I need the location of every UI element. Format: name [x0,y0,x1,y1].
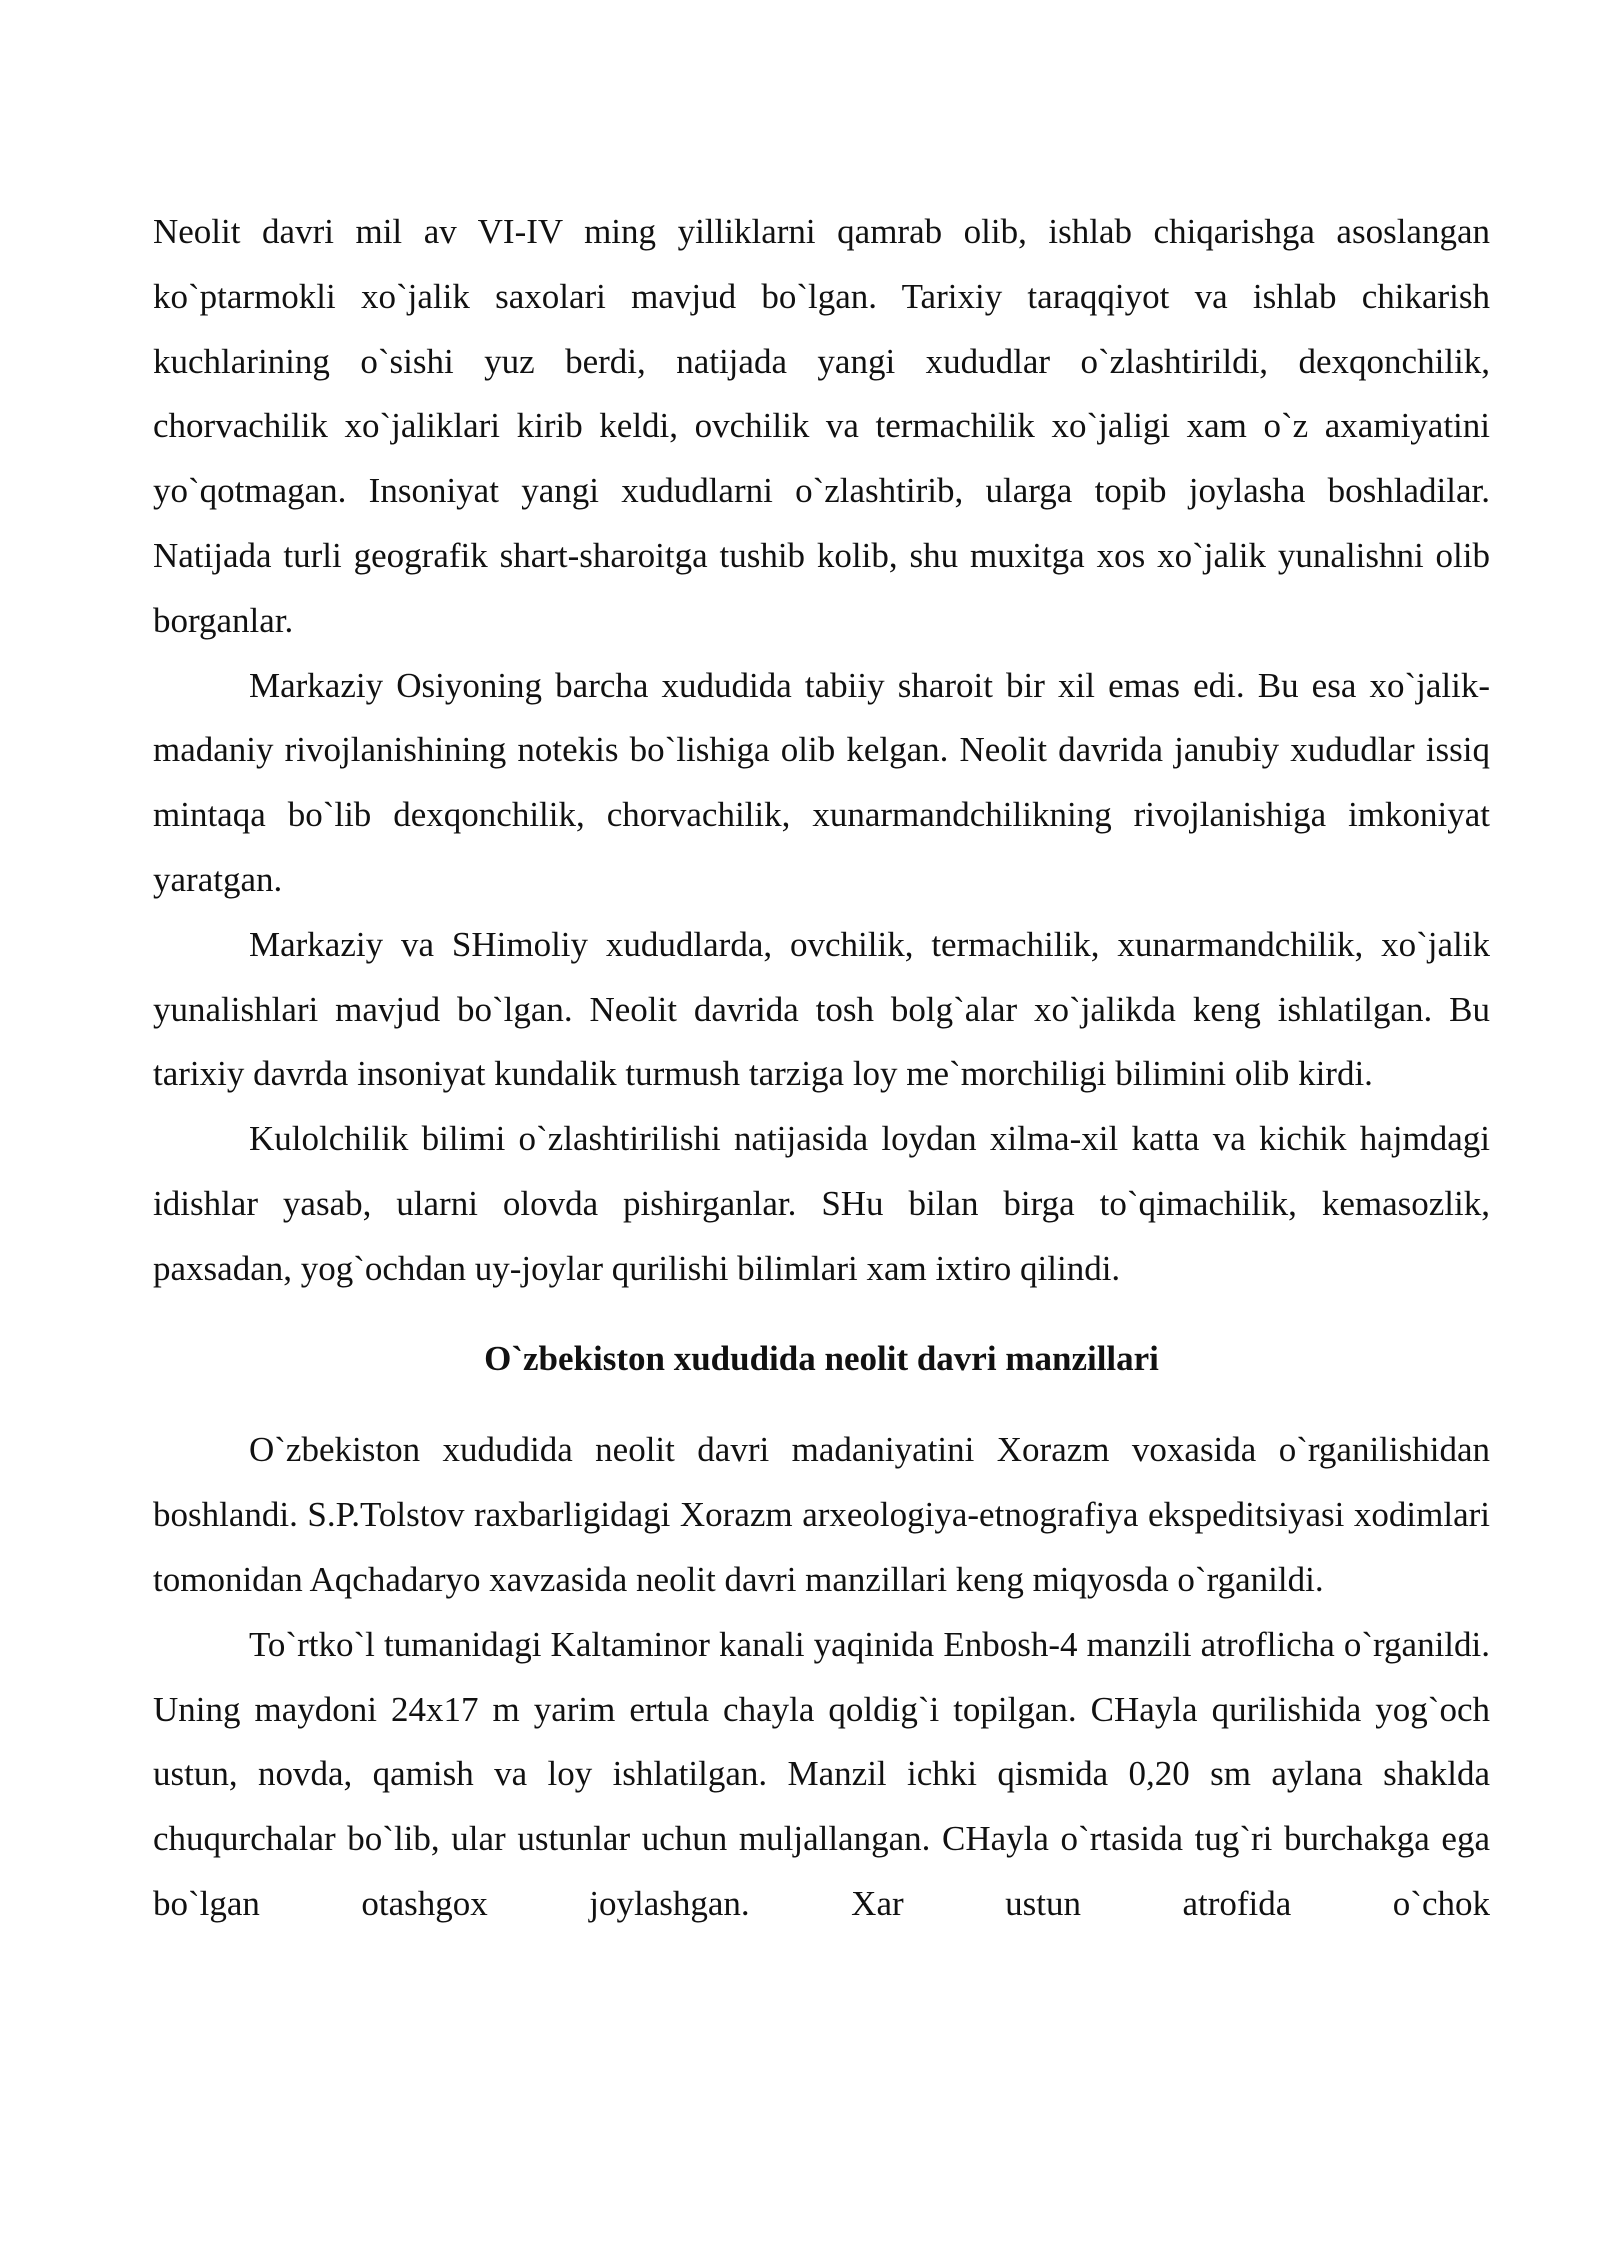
section-heading: O`zbekiston xududida neolit davri manzillari [484,1338,1159,1378]
document-page [153,200,1490,1937]
paragraph-2: Markaziy Osiyoning barcha xududida tabiiy sharoit bir xil emas edi. Bu esa xo`jalik-madaniy rivojlanishining notekis bo`lishiga olib kelgan. Neolit davrida janubiy xududlar issiq mintaqa bo`lib dexqonchilik, chorvachilik, xunarmandchilikning rivojlanishiga imkoniyat yaratgan. [153,665,1490,899]
paragraph-1: Neolit davri mil av VI-IV ming yilliklarni qamrab olib, ishlab chiqarishga asoslangan ko`ptarmokli xo`jalik saxolari mavjud bo`lgan. Tarixiy taraqqiyot va ishlab chikarish kuchlarining o`sishi yuz berdi, natijada yangi xududlar o`zlashtirildi, dexqonchilik, chorvachilik xo`jaliklari kirib keldi, ovchilik va termachilik xo`jaligi xam o`z axamiyatini yo`qotmagan. Insoniyat yangi xududlarni o`zlashtirib, ularga topib joylasha boshladilar. Natijada turli geografik shart-sharoitga tushib kolib, shu muxitga xos xo`jalik yunalishni olib borganlar. [153,212,1490,640]
paragraph-4: Kulolchilik bilimi o`zlashtirilishi natijasida loydan xilma-xil katta va kichik hajmdagi idishlar yasab, ularni olovda pishirganlar. SHu bilan birga to`qimachilik, kemasozlik, paxsadan, yog`ochdan uy-joylar qurilishi bilimlari xam ixtiro qilindi. [153,1119,1490,1288]
paragraph-3: Markaziy va SHimoliy xududlarda, ovchilik, termachilik, xunarmandchilik, xo`jalik yunalishlari mavjud bo`lgan. Neolit davrida tosh bolg`alar xo`jalikda keng ishlatilgan. Bu tarixiy davrda insoniyat kundalik turmush tarziga loy me`morchiligi bilimini olib kirdi. [153,924,1490,1094]
paragraph-5: O`zbekiston xududida neolit davri madaniyatini Xorazm voxasida o`rganilishidan boshlandi. S.P.Tolstov raxbarligidagi Xorazm arxeologiya-etnografiya ekspeditsiyasi xodimlari tomonidan Aqchadaryo xavzasida neolit davri manzillari keng miqyosda o`rganildi. [153,1430,1490,1599]
paragraph-6: To`rtko`l tumanidagi Kaltaminor kanali yaqinida Enbosh-4 manzili atroflicha o`rganildi. Uning maydoni 24x17 m yarim ertula chayla qoldig`i topilgan. CHayla qurilishida yog`och ustun, novda, qamish va loy ishlatilgan. Manzil ichki qismida 0,20 sm aylana shaklda chuqurchalar bo`lib, ular ustunlar uchun muljallangan. CHayla o`rtasida tug`ri burchakga ega bo`lgan otashgox joylashgan. Xar ustun atrofida o`chok [153,1624,1490,1923]
